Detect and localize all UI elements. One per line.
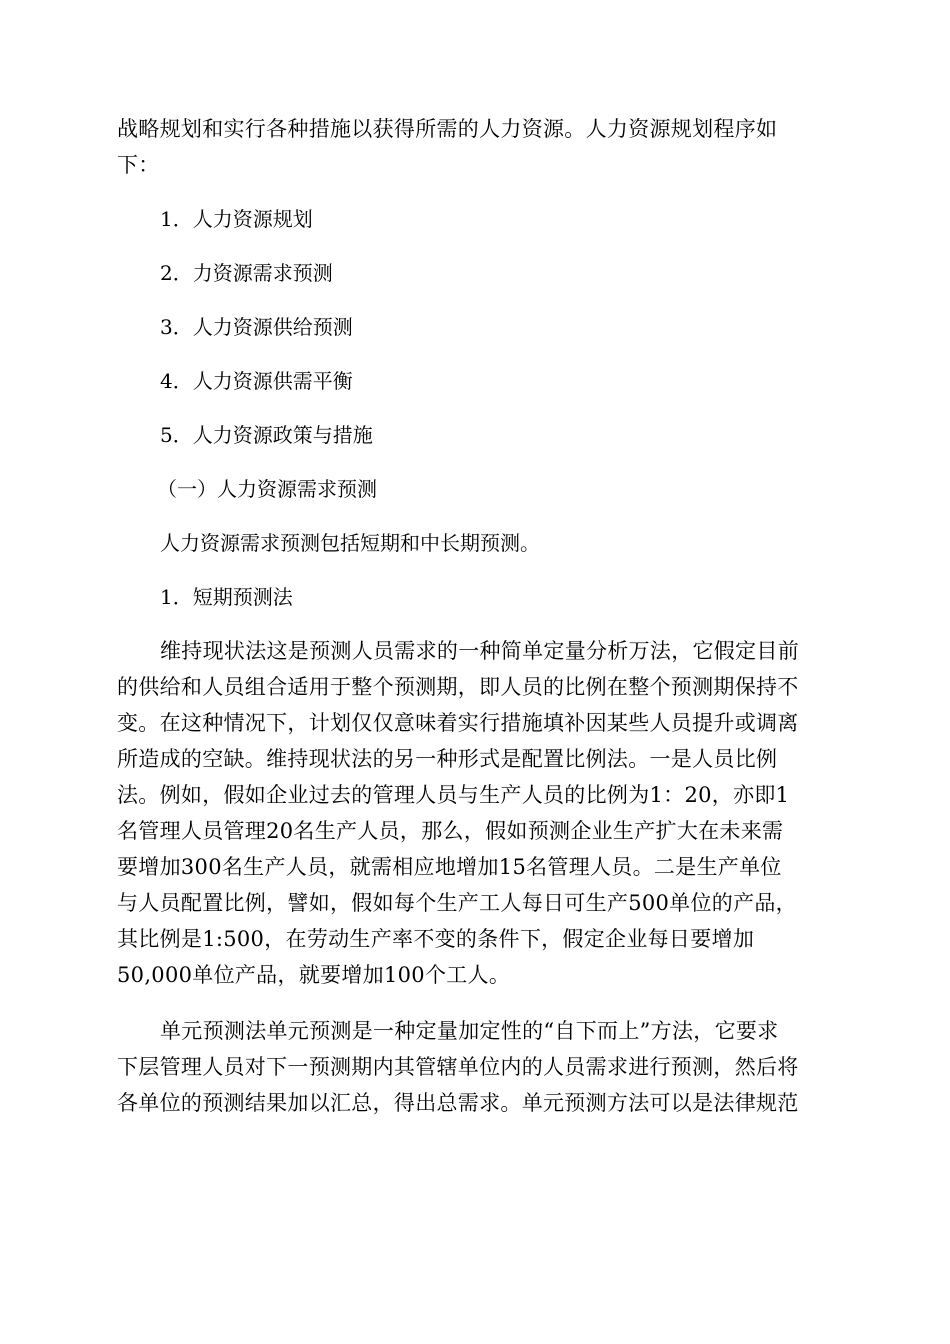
section-intro: 人力资源需求预测包括短期和中长期预测。 [160, 531, 540, 555]
procedure-item-1: 1．人力资源规划 [160, 207, 313, 231]
paragraph-line: 要增加300名生产人员，就需相应地增加15名管理人员。二是生产单位 [117, 855, 782, 879]
paragraph-line: 的供给和人员组合适用于整个预测期，即人员的比例在整个预测期保持不 [117, 675, 799, 699]
intro-line-1: 战略规划和实行各种措施以获得所需的人力资源。人力资源规划程序如 [117, 117, 778, 141]
paragraph-line: 维持现状法这是预测人员需求的一种简单定量分析万法，它假定目前 [160, 639, 799, 663]
procedure-item-4: 4．人力资源供需平衡 [160, 369, 353, 393]
paragraph-status-quo [117, 633, 833, 993]
paragraph-line: 所造成的空缺。维持现状法的另一种形式是配置比例法。一是人员比例 [117, 747, 778, 771]
paragraph-line: 法。例如，假如企业过去的管理人员与生产人员的比例为1：20，亦即1 [117, 783, 790, 807]
paragraph-line: 名管理人员管理20名生产人员，那么，假如预测企业生产扩大在未来需 [117, 819, 784, 843]
sub-heading-short-term: 1．短期预测法 [160, 585, 293, 609]
section-heading: （一）人力资源需求预测 [157, 477, 377, 501]
paragraph-line: 各单位的预测结果加以汇总，得出总需求。单元预测方法可以是法律规范 [117, 1091, 799, 1115]
paragraph-line: 单元预测法单元预测是一种定量加定性的“自下而上”方法，它要求 [160, 1019, 779, 1043]
document-page [117, 111, 833, 1121]
paragraph-line: 50,000单位产品，就要增加100个工人。 [117, 963, 511, 987]
paragraph-line: 变。在这种情况下，计划仅仅意味着实行措施填补因某些人员提升或调离 [117, 711, 799, 735]
paragraph-line: 下层管理人员对下一预测期内其管辖单位内的人员需求进行预测，然后将 [117, 1055, 799, 1079]
paragraph-unit-forecast [117, 1013, 833, 1121]
intro-line-2: 下： [117, 153, 160, 177]
paragraph-line: 与人员配置比例，譬如，假如每个生产工人每日可生产500单位的产品， [117, 891, 797, 915]
procedure-item-2: 2．力资源需求预测 [160, 261, 333, 285]
procedure-item-3: 3．人力资源供给预测 [160, 315, 353, 339]
procedure-item-5: 5．人力资源政策与措施 [160, 423, 373, 447]
paragraph-line: 其比例是1:500，在劳动生产率不变的条件下，假定企业每日要增加 [117, 927, 755, 951]
